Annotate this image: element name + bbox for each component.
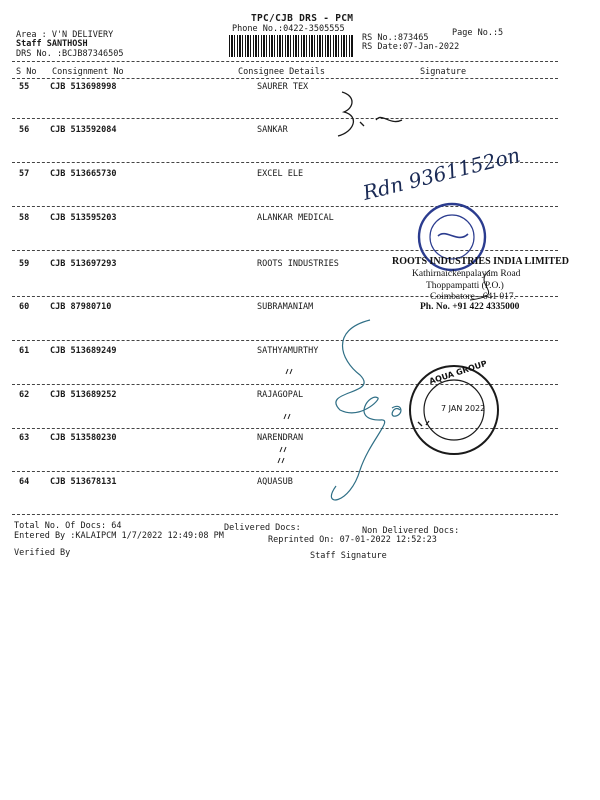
row-consignee: EXCEL ELE — [257, 169, 304, 179]
row-consignment: CJB 513592084 — [50, 125, 117, 135]
row-consignee: SUBRAMANIAM — [257, 302, 314, 312]
rs-number: RS No.:873465 — [362, 33, 429, 43]
row-sno: 58 — [19, 213, 30, 223]
page-number: Page No.:5 — [452, 28, 504, 38]
entered-by: Entered By :KALAIPCM 1/7/2022 12:49:08 PM — [14, 531, 224, 541]
stamp-company: ROOTS INDUSTRIES INDIA LIMITED — [392, 256, 569, 267]
row-consignment: CJB 513580230 — [50, 433, 117, 443]
row-sno: 64 — [19, 477, 30, 487]
row-sno: 61 — [19, 346, 30, 356]
col-sno: S No — [16, 67, 37, 77]
col-signature: Signature — [420, 67, 467, 77]
stamp-address-line3: Coimbatore - 641 017. — [430, 292, 517, 302]
handwritten-note: Rdn 9361152on — [360, 142, 523, 205]
col-consignee: Consignee Details — [238, 67, 325, 77]
row-sno: 62 — [19, 390, 30, 400]
non-delivered-docs: Non Delivered Docs: — [362, 526, 460, 536]
verified-by: Verified By — [14, 548, 71, 558]
document-title: TPC/CJB DRS - PCM — [251, 13, 354, 24]
row-consignee: ALANKAR MEDICAL — [257, 213, 334, 223]
aqua-stamp-date: 7 JAN 2022 — [441, 404, 486, 413]
row-consignee: RAJAGOPAL — [257, 390, 304, 400]
phone-number: Phone No.:0422-3505555 — [232, 24, 345, 34]
reprinted-on: Reprinted On: 07-01-2022 12:52:23 — [268, 535, 437, 545]
staff-name: Staff SANTHOSH — [16, 39, 88, 49]
row-consignment: CJB 513698998 — [50, 82, 117, 92]
staff-signature-label: Staff Signature — [310, 551, 387, 561]
area-label: Area : V'N DELIVERY — [16, 30, 114, 40]
signature-mark — [338, 92, 402, 136]
row-sno: 55 — [19, 82, 30, 92]
row-consignment: CJB 513697293 — [50, 259, 117, 269]
drs-number: DRS No. :BCJB87346505 — [16, 49, 124, 59]
row-consignment: CJB 513689252 — [50, 390, 117, 400]
col-consignment: Consignment No — [52, 67, 124, 77]
delivered-docs: Delivered Docs: — [224, 523, 301, 533]
rs-date: RS Date:07-Jan-2022 — [362, 42, 460, 52]
aqua-stamp-ring-text: AQUA GROUP — [428, 358, 489, 387]
row-sno: 56 — [19, 125, 30, 135]
signature-mark — [331, 320, 384, 500]
row-consignee: SANKAR — [257, 125, 288, 135]
row-sno: 60 — [19, 302, 30, 312]
stamp-phone: Ph. No. +91 422 4335000 — [420, 302, 520, 312]
row-sno: 57 — [19, 169, 30, 179]
row-consignment: CJB 513665730 — [50, 169, 117, 179]
row-consignment: CJB 513678131 — [50, 477, 117, 487]
row-consignee: NARENDRAN — [257, 433, 304, 443]
row-consignee: AQUASUB — [257, 477, 293, 487]
total-docs: Total No. Of Docs: 64 — [14, 521, 122, 531]
row-consignment: CJB 513595203 — [50, 213, 117, 223]
ditto-marks — [278, 369, 292, 463]
row-consignee: SAURER TEX — [257, 82, 309, 92]
row-consignee: SATHYAMURTHY — [257, 346, 319, 356]
stamp-address-line1: Kathirnaickenpalayam Road — [412, 269, 521, 279]
row-consignment: CJB 513689249 — [50, 346, 117, 356]
row-sno: 59 — [19, 259, 30, 269]
row-consignment: CJB 87980710 — [50, 302, 112, 312]
row-consignee: ROOTS INDUSTRIES — [257, 259, 339, 269]
row-sno: 63 — [19, 433, 30, 443]
signature-mark — [392, 406, 401, 416]
stamp-address-line2: Thoppampatti (P.O.) — [426, 281, 504, 291]
